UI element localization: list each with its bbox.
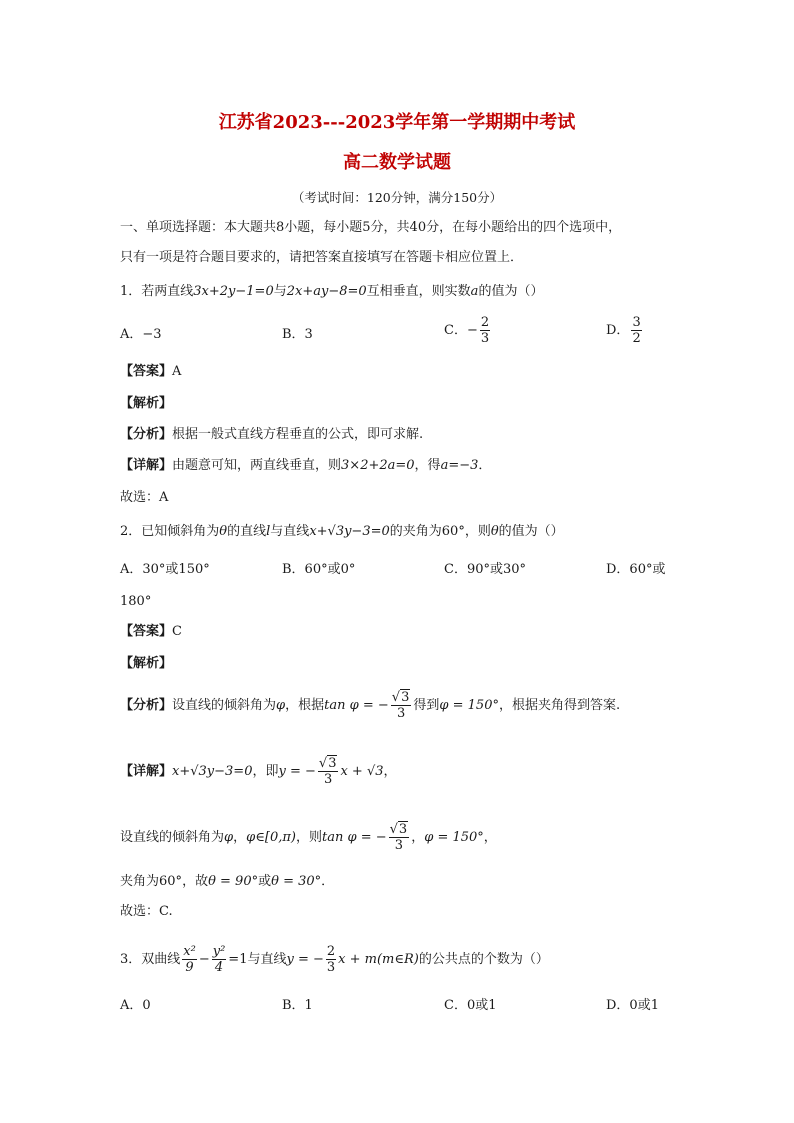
- q1-option-d-den: 2: [632, 331, 641, 346]
- q1-fenxi-tag: 【分析】: [120, 427, 173, 442]
- q2-option-b: B．60°或0°: [282, 562, 356, 577]
- q2-mid2: 与直线: [270, 524, 310, 539]
- q3-frac-k-num: 2: [326, 944, 336, 959]
- q2-xiangjie: [120, 756, 397, 787]
- q1-analysis-label: 【解析】: [120, 396, 173, 411]
- q2-option-a: A．30°或150°: [120, 562, 210, 577]
- q3-mid: 与直线: [247, 952, 287, 967]
- q2-theta-2: θ: [490, 524, 499, 539]
- q2-l3-b: ，: [233, 830, 247, 845]
- q1-fenxi: [120, 425, 423, 445]
- q2-mid4: ，则: [464, 524, 491, 539]
- q2-l4-b: ，故: [182, 874, 209, 889]
- q2-l3-d: ，: [411, 830, 425, 845]
- q2-l4-t2: θ = 30°: [271, 874, 322, 889]
- q1-choice: 故选：A: [120, 490, 169, 505]
- q2-l3-frac-den: 3: [394, 838, 404, 853]
- q1-xiangjie-a: 由题意可知，两直线垂直，则: [172, 458, 342, 473]
- q2-xj-y: y = −: [278, 764, 316, 779]
- q2-l3-e: ，: [483, 830, 497, 845]
- q2-fenxi: [120, 690, 620, 721]
- q1-option-c: [444, 315, 492, 346]
- q1-mid: 与: [273, 284, 287, 299]
- q3-frac-y: [212, 944, 227, 975]
- q2-answer-tag: 【答案】: [120, 624, 173, 639]
- q2-l3-sqrt: 3: [398, 822, 408, 837]
- q3-yeq: y = −: [286, 952, 324, 967]
- section-heading-line-2: 只有一项是符合题目要求的，请把答案直接填写在答题卡相应位置上．: [120, 250, 524, 265]
- q2-answer-value: C: [172, 624, 182, 639]
- q2-xiangjie-tag: 【详解】: [120, 764, 173, 779]
- q1-pre: 1．若两直线: [120, 284, 194, 299]
- q2-analysis-label: 【解析】: [120, 656, 173, 671]
- q3-option-a: A．0: [120, 998, 151, 1013]
- q2-l3-phi: φ: [224, 830, 234, 845]
- q3-frac-y-num: y²: [212, 944, 226, 959]
- q3-tail: x + m(m∈R): [338, 952, 419, 967]
- q2-fenxi-frac-num: √3: [391, 690, 410, 705]
- q2-fenxi-c: 得到: [413, 698, 440, 713]
- q2-fenxi-phi: φ: [276, 698, 286, 713]
- q2-line4: [120, 872, 334, 892]
- q1-stem: [120, 282, 543, 302]
- q2-l3-phi-val: φ = 150°: [424, 830, 484, 845]
- q1-option-d-label: D．: [606, 323, 630, 338]
- q3-pre: 3．双曲线: [120, 952, 181, 967]
- q2-l: l: [266, 524, 271, 539]
- q3-option-b: B．1: [282, 998, 313, 1013]
- q2-l3-frac-num: √3: [389, 822, 408, 837]
- q2-mid1: 的直线: [227, 524, 267, 539]
- q2-angle: 60°: [441, 524, 465, 539]
- q1-option-d-frac: [631, 315, 641, 346]
- q1-xiangjie-b: ，得: [414, 458, 441, 473]
- q2-l4-a: 夹角为: [120, 874, 160, 889]
- q1-xiangjie-eq2: a=−3: [440, 458, 479, 473]
- q2-theta: θ: [219, 524, 228, 539]
- q1-option-c-den: 3: [480, 331, 490, 346]
- q2-choice: 故选：C.: [120, 904, 173, 919]
- q2-line3: [120, 822, 497, 853]
- q2-fenxi-b: ，根据: [285, 698, 325, 713]
- q2-fenxi-frac: [391, 690, 412, 721]
- q2-l4-t1: θ = 90°: [208, 874, 259, 889]
- q2-fenxi-sqrt: 3: [401, 690, 410, 705]
- q2-fenxi-d: ，根据夹角得到答案.: [498, 698, 621, 713]
- q2-l4-angle: 60°: [159, 874, 183, 889]
- q3-frac-x-num: x²: [183, 944, 196, 959]
- q2-xj-eq: x+√3y−3=0: [172, 764, 253, 779]
- q2-l4-d: ．: [321, 874, 335, 889]
- q1-end: 的值为（）: [478, 284, 544, 299]
- q1-xiangjie-tag: 【详解】: [120, 458, 173, 473]
- q2-l3-c: ，则: [295, 830, 322, 845]
- q2-fenxi-tag: 【分析】: [120, 698, 173, 713]
- q3-stem: [120, 944, 549, 975]
- q3-eq1: =1: [228, 952, 248, 967]
- q3-frac-y-den: 4: [214, 960, 224, 975]
- q1-option-a: A．−3: [120, 327, 162, 342]
- q2-answer: [120, 622, 182, 642]
- q1-analysis-tag: [120, 394, 172, 414]
- q1-option-c-num: 2: [480, 315, 490, 330]
- q1-xiangjie-eq1: 3×2+2a=0: [341, 458, 415, 473]
- q2-eq: x+√3y−3=0: [309, 524, 390, 539]
- q2-fenxi-frac-den: 3: [396, 706, 406, 721]
- q3-minus: −: [198, 952, 210, 967]
- exam-subtitle: 高二数学试题: [343, 152, 451, 173]
- q2-xj-end: ，: [383, 764, 397, 779]
- q1-xiangjie: [120, 456, 491, 476]
- q2-xj-frac-den: 3: [324, 772, 333, 787]
- q2-fenxi-phi-val: φ = 150°: [439, 698, 499, 713]
- q3-frac-k-den: 3: [326, 960, 336, 975]
- q3-option-d: D．0或1: [606, 998, 659, 1013]
- q1-eq1: 3x+2y−1=0: [193, 284, 274, 299]
- q2-option-c: C．90°或30°: [444, 562, 527, 577]
- q2-stem: [120, 522, 564, 542]
- q2-l3-tan: tan φ = −: [321, 830, 387, 845]
- q2-l4-c: 或: [258, 874, 272, 889]
- exam-title: 江苏省2023---2023学年第一学期期中考试: [218, 112, 576, 133]
- q1-xiangjie-c: ．: [478, 458, 492, 473]
- q1-answer: [120, 362, 181, 382]
- q2-pre: 2．已知倾斜角为: [120, 524, 220, 539]
- q2-fenxi-a: 设直线的倾斜角为: [172, 698, 277, 713]
- q1-option-b: B．3: [282, 327, 313, 342]
- q3-frac-x: [182, 944, 197, 975]
- q2-l3-a: 设直线的倾斜角为: [120, 830, 225, 845]
- q2-mid3: 的夹角为: [389, 524, 442, 539]
- q3-frac-x-den: 9: [185, 960, 194, 975]
- q1-option-d-num: 3: [632, 315, 641, 330]
- q1-fenxi-text: 根据一般式直线方程垂直的公式，即可求解.: [172, 427, 424, 442]
- q2-xj-frac-num: √3: [318, 756, 337, 771]
- q2-fenxi-tan: tan φ = −: [324, 698, 389, 713]
- q3-end: 的公共点的个数为（）: [418, 952, 549, 967]
- q1-answer-tag: 【答案】: [120, 364, 173, 379]
- q2-option-d-cont: 180°: [120, 594, 152, 609]
- q2-l3-frac: [389, 822, 410, 853]
- section-heading-line-1: 一、单项选择题：本大题共8小题，每小题5分，共40分，在每小题给出的四个选项中，: [120, 220, 622, 235]
- q1-post: 互相垂直，则实数: [366, 284, 471, 299]
- q1-eq2: 2x+ay−8=0: [286, 284, 367, 299]
- q2-xj-a: ，即: [252, 764, 279, 779]
- q1-answer-value: A: [172, 364, 182, 379]
- q3-frac-k: [326, 944, 336, 975]
- q2-xj-frac: [318, 756, 339, 787]
- q2-end: 的值为（）: [498, 524, 564, 539]
- q2-l3-range: φ∈[0,π): [246, 830, 296, 845]
- q1-option-d: [606, 315, 644, 346]
- q2-xj-tail: x + √3: [340, 764, 384, 779]
- q1-option-c-frac: [480, 315, 490, 346]
- q2-xj-sqrt: 3: [328, 756, 337, 771]
- q1-option-c-label: C．−: [444, 323, 478, 338]
- exam-info: （考试时间：120分钟，满分150分）: [291, 190, 503, 205]
- q2-analysis-tag: [120, 654, 172, 674]
- q2-option-d: D．60°或: [606, 562, 666, 577]
- q1-var: a: [470, 284, 479, 299]
- q3-option-c: C．0或1: [444, 998, 497, 1013]
